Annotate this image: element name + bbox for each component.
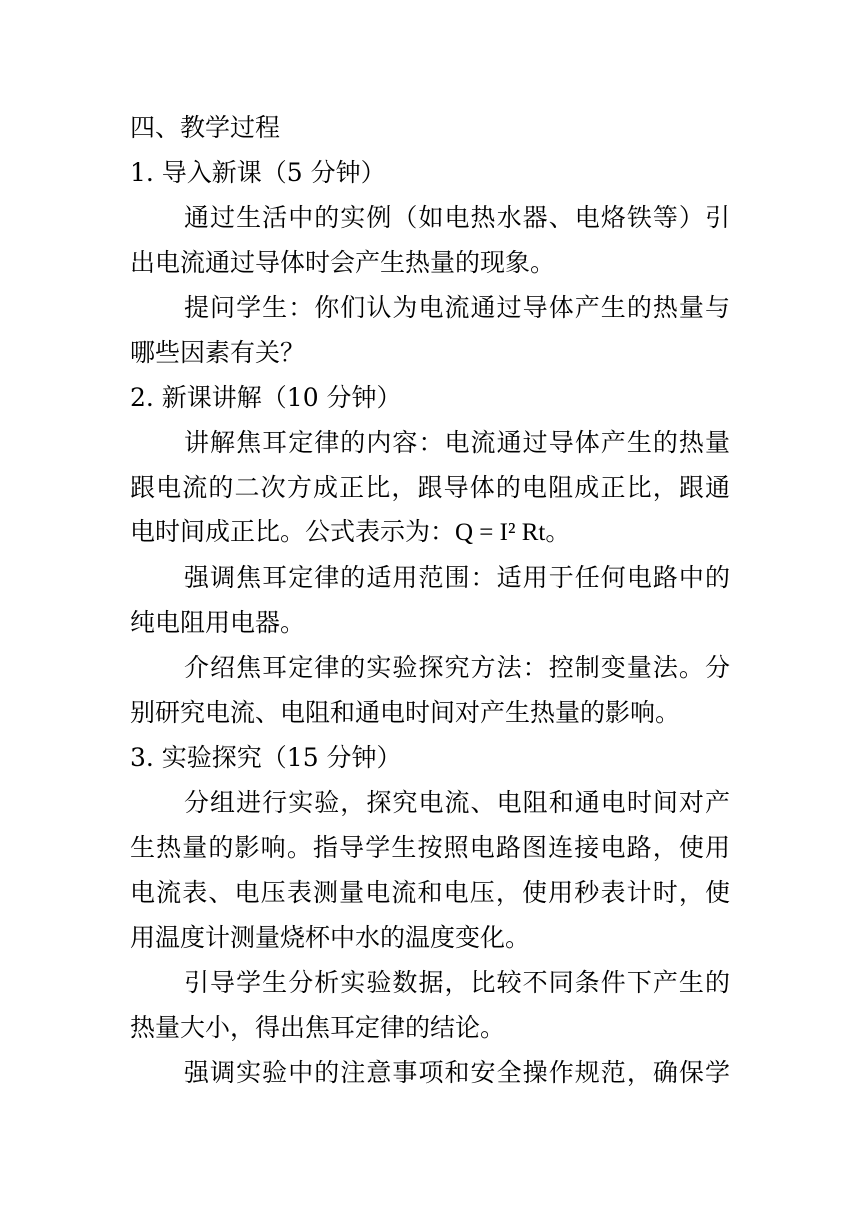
paragraph-line: 引导学生分析实验数据，比较不同条件下产生的 (184, 968, 730, 997)
formula-line: 电时间成正比。公式表示为：Q = I² Rt。 (130, 519, 571, 546)
paragraph-line: 电流表、电压表测量电流和电压，使用秒表计时，使 (130, 878, 730, 907)
paragraph-line: 用温度计测量烧杯中水的温度变化。 (130, 923, 531, 952)
paragraph-line: 别研究电流、电阻和通电时间对产生热量的影响。 (130, 698, 681, 727)
paragraph-line: 提问学生：你们认为电流通过导体产生的热量与 (184, 293, 730, 322)
section-title: 四、教学过程 (130, 113, 281, 142)
paragraph-line: 哪些因素有关？ (130, 338, 306, 367)
document-body (130, 105, 730, 1095)
paragraph-line: 跟电流的二次方成正比，跟导体的电阻成正比，跟通 (130, 473, 730, 502)
paragraph-line: 出电流通过导体时会产生热量的现象。 (130, 248, 556, 277)
step-heading: 1. 导入新课（5 分钟） (130, 158, 386, 187)
paragraph-line: 通过生活中的实例（如电热水器、电烙铁等）引 (184, 203, 730, 232)
paragraph-line: 分组进行实验，探究电流、电阻和通电时间对产 (184, 788, 730, 817)
paragraph-line: 介绍焦耳定律的实验探究方法：控制变量法。分 (184, 653, 730, 682)
paragraph-line: 热量大小，得出焦耳定律的结论。 (130, 1013, 506, 1042)
step-heading: 3. 实验探究（15 分钟） (130, 743, 402, 772)
paragraph-line: 强调焦耳定律的适用范围：适用于任何电路中的 (184, 563, 730, 592)
paragraph-line: 讲解焦耳定律的内容：电流通过导体产生的热量 (184, 428, 730, 457)
paragraph-line: 强调实验中的注意事项和安全操作规范，确保学 (184, 1058, 730, 1087)
paragraph-line: 生热量的影响。指导学生按照电路图连接电路，使用 (130, 833, 730, 862)
step-heading: 2. 新课讲解（10 分钟） (130, 383, 402, 412)
paragraph-line: 纯电阻用电器。 (130, 608, 306, 637)
